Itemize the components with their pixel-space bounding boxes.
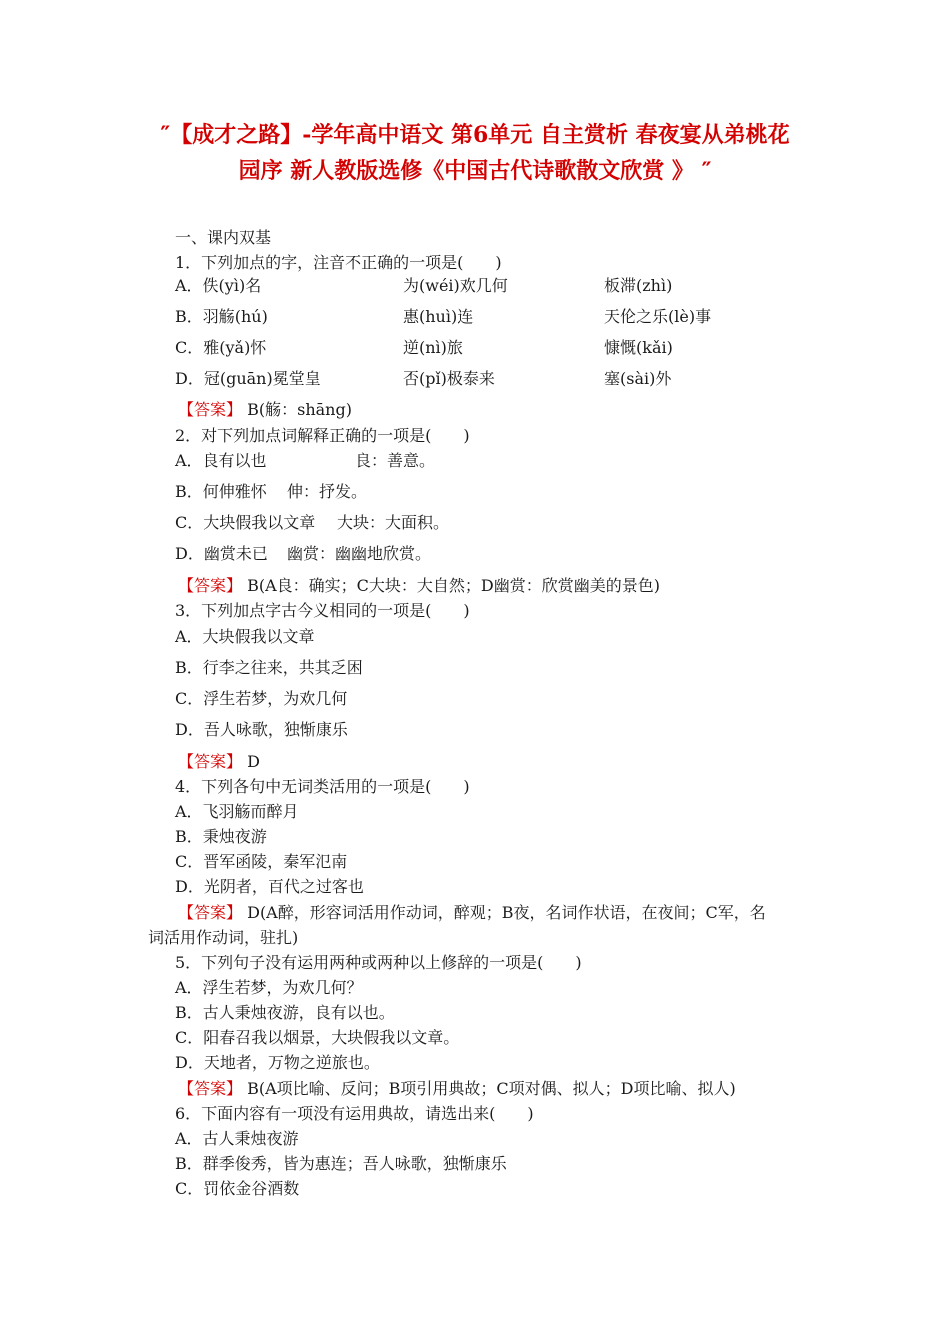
q2-option-c: C．大块假我以文章 — [175, 513, 316, 532]
answer-text: D — [247, 752, 260, 771]
q2-option-b: B．何伸雅怀 — [175, 482, 267, 501]
q4-option-b: B．秉烛夜游 — [175, 827, 267, 846]
q3-option-c: C．浮生若梦，为欢几何 — [175, 689, 348, 708]
q3-option-b: B．行李之往来，共其乏困 — [175, 658, 363, 677]
q4-option-c: C．晋军函陵，秦军氾南 — [175, 852, 348, 871]
q5-stem: 5．下列句子没有运用两种或两种以上修辞的一项是( ) — [175, 953, 582, 972]
q1-row-c-col3: 慷慨(kǎi) — [604, 338, 673, 357]
answer-label: 【答案】 — [178, 576, 243, 595]
q1-row-a-col3: 板滞(zhì) — [604, 276, 673, 295]
answer-label: 【答案】 — [178, 903, 243, 922]
answer-label: 【答案】 — [178, 1079, 243, 1098]
q2-stem: 2．对下列加点词解释正确的一项是( ) — [175, 426, 470, 445]
q3-stem: 3．下列加点字古今义相同的一项是( ) — [175, 601, 470, 620]
q3-option-a: A．大块假我以文章 — [175, 627, 315, 646]
q5-option-b: B．古人秉烛夜游，良有以也。 — [175, 1003, 395, 1022]
answer-text: B(A项比喻、反问；B项引用典故；C项对偶、拟人；D项比喻、拟人) — [247, 1079, 736, 1098]
answer-label: 【答案】 — [178, 752, 243, 771]
q4-option-d: D．光阴者，百代之过客也 — [175, 877, 364, 896]
q1-stem: 1．下列加点的字，注音不正确的一项是( ) — [175, 253, 502, 272]
q1-row-a-col2: 为(wéi)欢几何 — [403, 276, 508, 295]
q2-option-d-gloss: 幽赏：幽幽地欣赏。 — [287, 544, 432, 563]
q2-option-c-gloss: 大块：大面积。 — [337, 513, 450, 532]
q1-row-b-col2: 惠(huì)连 — [403, 307, 474, 326]
q4-option-a: A．飞羽觞而醉月 — [175, 802, 299, 821]
answer-text: B(觞：shāng) — [247, 400, 352, 419]
q6-option-c: C．罚依金谷酒数 — [175, 1179, 300, 1198]
document-title-line-2: 园序 新人教版选修《中国古代诗歌散文欣赏 》 ″ — [238, 158, 712, 184]
answer-label: 【答案】 — [178, 400, 243, 419]
q2-option-a: A．良有以也 — [175, 451, 267, 470]
answer-text: D(A醉，形容词活用作动词，醉观；B夜，名词作状语，在夜间；C军，名 — [247, 903, 766, 922]
q4-answer — [178, 903, 766, 923]
q5-option-d: D．天地者，万物之逆旅也。 — [175, 1053, 380, 1072]
q1-row-d-col3: 塞(sài)外 — [604, 369, 672, 388]
q1-row-b-col1: B．羽觞(hú) — [175, 307, 268, 326]
q1-answer — [178, 400, 352, 420]
q3-option-d: D．吾人咏歌，独惭康乐 — [175, 720, 348, 739]
q4-answer-continuation: 词活用作动词，驻扎) — [148, 928, 299, 947]
q5-option-c: C．阳春召我以烟景，大块假我以文章。 — [175, 1028, 460, 1047]
q1-row-b-col3: 天伦之乐(lè)事 — [604, 307, 712, 326]
answer-text: B(A良：确实；C大块：大自然；D幽赏：欣赏幽美的景色) — [247, 576, 660, 595]
q1-row-a-col1: A．佚(yì)名 — [175, 276, 262, 295]
q1-row-d-col1: D．冠(guān)冕堂皇 — [175, 369, 321, 388]
q6-stem: 6．下面内容有一项没有运用典故，请选出来( ) — [175, 1104, 534, 1123]
q2-answer — [178, 576, 660, 596]
q2-option-a-gloss: 良：善意。 — [355, 451, 436, 470]
q6-option-a: A．古人秉烛夜游 — [175, 1129, 299, 1148]
q1-row-d-col2: 否(pǐ)极泰来 — [403, 369, 495, 388]
q1-row-c-col1: C．雅(yǎ)怀 — [175, 338, 267, 357]
q5-answer — [178, 1079, 736, 1099]
q3-answer — [178, 752, 260, 772]
q6-option-b: B．群季俊秀，皆为惠连；吾人咏歌，独惭康乐 — [175, 1154, 507, 1173]
section-heading: 一、课内双基 — [175, 228, 272, 247]
q2-option-b-gloss: 伸：抒发。 — [287, 482, 368, 501]
q1-row-c-col2: 逆(nì)旅 — [403, 338, 463, 357]
q5-option-a: A．浮生若梦，为欢几何？ — [175, 978, 363, 997]
document-title-line-1: ″【成才之路】-学年高中语文 第6单元 自主赏析 春夜宴从弟桃花 — [160, 122, 790, 148]
q2-option-d: D．幽赏未已 — [175, 544, 268, 563]
q4-stem: 4．下列各句中无词类活用的一项是( ) — [175, 777, 470, 796]
